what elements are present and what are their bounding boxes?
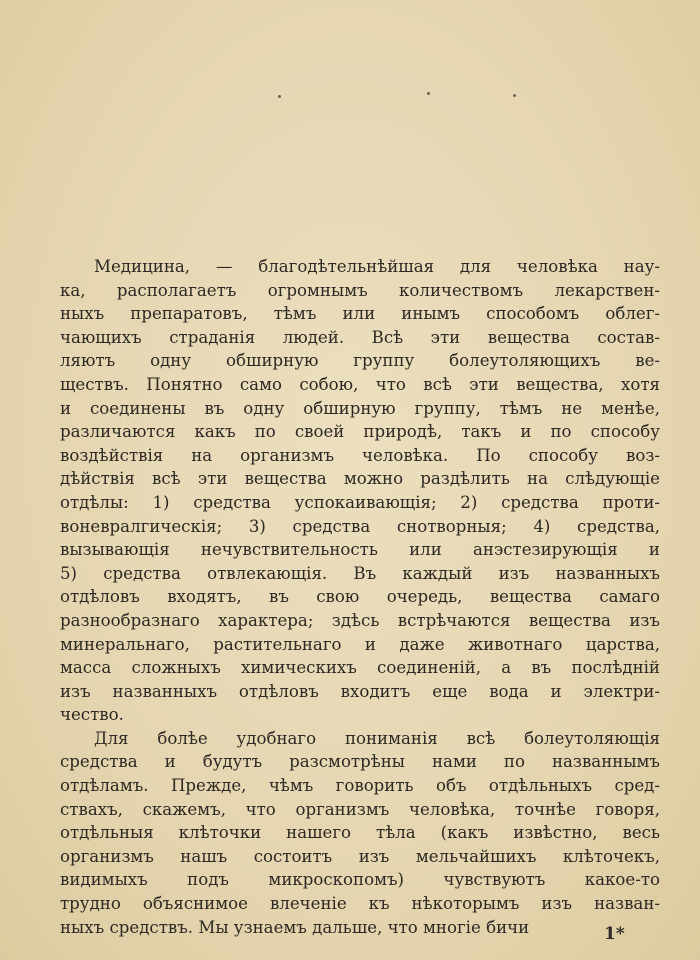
text-line: воздѣйствія на организмъ человѣка. По способу воз- <box>60 445 660 465</box>
print-speck <box>427 92 430 95</box>
text-line: дѣйствія всѣ эти вещества можно раздѣлить на слѣдующіе <box>60 469 660 489</box>
text-line: ныхъ препаратовъ, тѣмъ или инымъ способомъ облег- <box>60 304 660 324</box>
print-speck <box>513 94 516 97</box>
text-line: ществъ. Понятно само собою, что всѣ эти вещества, хотя <box>60 374 660 394</box>
paragraph-1 <box>60 255 660 727</box>
text-line: средства и будутъ разсмотрѣны нами по названнымъ <box>60 752 660 772</box>
text-line: ствахъ, скажемъ, что организмъ человѣка, точнѣе говоря, <box>60 799 660 819</box>
text-line: отдѣловъ входятъ, въ свою очередь, вещества самаго <box>60 587 660 607</box>
print-speck <box>278 95 281 98</box>
text-line: чающихъ страданія людей. Всѣ эти вещества состав- <box>60 327 660 347</box>
text-line: масса сложныхъ химическихъ соединеній, а въ послѣдній <box>60 658 660 678</box>
text-line: организмъ нашъ состоитъ изъ мельчайшихъ клѣточекъ, <box>60 846 660 866</box>
text-line: Для болѣе удобнаго пониманія всѣ болеутоляющія <box>94 728 660 748</box>
text-line: изъ названныхъ отдѣловъ входитъ еще вода и электри- <box>60 681 660 701</box>
text-line: разнообразнаго характера; здѣсь встрѣчаются вещества изъ <box>60 610 660 630</box>
text-line: видимыхъ подъ микроскопомъ) чувствуютъ какое-то <box>60 870 660 890</box>
text-line: 5) средства отвлекающія. Въ каждый изъ названныхъ <box>60 563 660 583</box>
text-line: Медицина, — благодѣтельнѣйшая для человѣка нау- <box>94 257 660 276</box>
paragraph-2 <box>60 727 660 939</box>
text-line: различаются какъ по своей природѣ, такъ и по способу <box>60 422 660 442</box>
text-line: ка, располагаетъ огромнымъ количествомъ лекарствен- <box>60 280 660 300</box>
text-line: воневралгическія; 3) средства снотворныя; 4) средства, <box>60 516 660 536</box>
text-line: трудно объяснимое влеченіе къ нѣкоторымъ изъ назван- <box>60 894 660 914</box>
page-number: 1* <box>604 924 625 944</box>
body-text <box>60 255 660 939</box>
text-line: отдѣлы: 1) средства успокаивающія; 2) средства проти- <box>60 492 660 512</box>
text-line: отдѣламъ. Прежде, чѣмъ говорить объ отдѣльныхъ сред- <box>60 776 660 796</box>
text-line: чество. <box>60 705 124 725</box>
text-line: вызывающія нечувствительность или анэстезирующія и <box>60 540 660 560</box>
text-line: ныхъ средствъ. Мы узнаемъ дальше, что многіе бичи <box>60 917 530 937</box>
text-line: и соединены въ одну обширную группу, тѣмъ не менѣе, <box>60 398 660 418</box>
text-line: отдѣльныя клѣточки нашего тѣла (какъ извѣстно, весь <box>60 823 660 843</box>
text-line: минеральнаго, растительнаго и даже животнаго царства, <box>60 634 660 654</box>
text-line: ляютъ одну обширную группу болеутоляющихъ ве- <box>60 351 660 371</box>
